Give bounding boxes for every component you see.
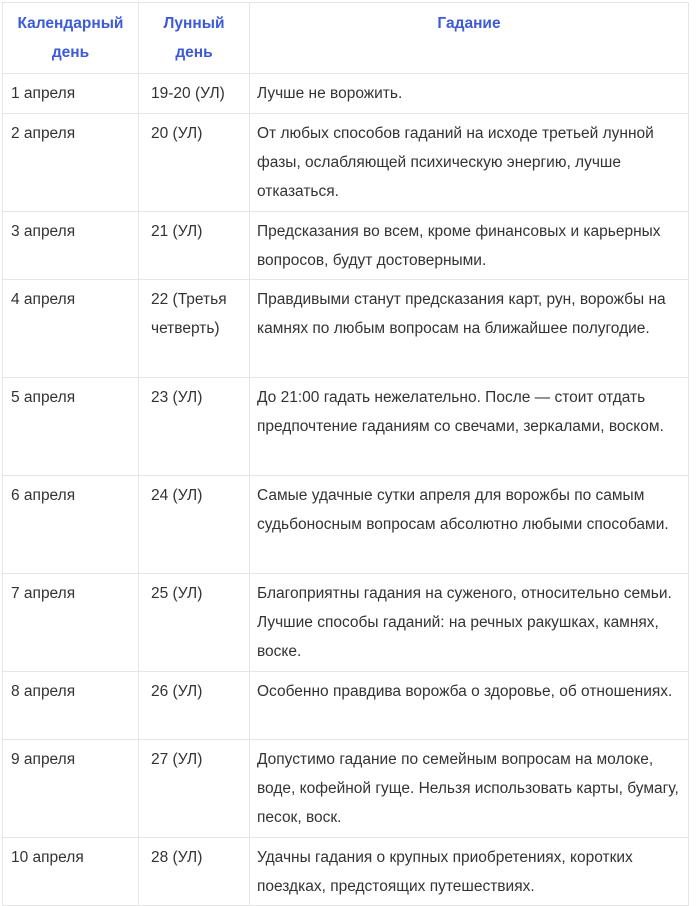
- cell-divination: До 21:00 гадать нежелательно. После — стоит отдать предпочтение гаданиям со свечами, зеркалами, воском.: [250, 378, 689, 476]
- header-lunar-day: Лунный день: [139, 3, 250, 74]
- cell-lunar-day: 22 (Третья четверть): [139, 280, 250, 378]
- table-row: [3, 574, 689, 672]
- table-row: [3, 212, 689, 280]
- cell-lunar-day: 28 (УЛ): [139, 838, 250, 906]
- cell-date: 10 апреля: [3, 838, 139, 906]
- cell-lunar-day: 24 (УЛ): [139, 476, 250, 574]
- header-divination: Гадание: [250, 3, 689, 74]
- cell-divination: От любых способов гаданий на исходе третьей лунной фазы, ослабляющей психическую энергию, лучше отказаться.: [250, 114, 689, 212]
- cell-lunar-day: 27 (УЛ): [139, 740, 250, 838]
- cell-date: 1 апреля: [3, 74, 139, 114]
- cell-date: 4 апреля: [3, 280, 139, 378]
- cell-divination: Самые удачные сутки апреля для ворожбы по самым судьбоносным вопросам абсолютно любыми способами.: [250, 476, 689, 574]
- table-row: [3, 74, 689, 114]
- cell-divination: Лучше не ворожить.: [250, 74, 689, 114]
- cell-divination: Благоприятны гадания на суженого, относительно семьи. Лучшие способы гаданий: на речных ракушках, камнях, воске.: [250, 574, 689, 672]
- cell-divination: Правдивыми станут предсказания карт, рун, ворожбы на камнях по любым вопросам на ближайшее полугодие.: [250, 280, 689, 378]
- cell-date: 6 апреля: [3, 476, 139, 574]
- cell-date: 8 апреля: [3, 672, 139, 740]
- cell-lunar-day: 19-20 (УЛ): [139, 74, 250, 114]
- table-row: [3, 838, 689, 906]
- header-calendar-day: Календарный день: [3, 3, 139, 74]
- cell-date: 7 апреля: [3, 574, 139, 672]
- cell-date: 5 апреля: [3, 378, 139, 476]
- cell-divination: Удачны гадания о крупных приобретениях, коротких поездках, предстоящих путешествиях.: [250, 838, 689, 906]
- table-row: [3, 476, 689, 574]
- table-row: [3, 114, 689, 212]
- cell-lunar-day: 21 (УЛ): [139, 212, 250, 280]
- table-header-row: [3, 3, 689, 74]
- cell-divination: Особенно правдива ворожба о здоровье, об отношениях.: [250, 672, 689, 740]
- cell-divination: Допустимо гадание по семейным вопросам на молоке, воде, кофейной гуще. Нельзя использовать карты, бумагу, песок, воск.: [250, 740, 689, 838]
- cell-date: 3 апреля: [3, 212, 139, 280]
- cell-lunar-day: 26 (УЛ): [139, 672, 250, 740]
- cell-lunar-day: 23 (УЛ): [139, 378, 250, 476]
- table-row: [3, 378, 689, 476]
- cell-date: 2 апреля: [3, 114, 139, 212]
- cell-lunar-day: 20 (УЛ): [139, 114, 250, 212]
- cell-date: 9 апреля: [3, 740, 139, 838]
- cell-divination: Предсказания во всем, кроме финансовых и карьерных вопросов, будут достоверными.: [250, 212, 689, 280]
- table-row: [3, 740, 689, 838]
- table-row: [3, 280, 689, 378]
- lunar-divination-table: [2, 2, 689, 906]
- cell-lunar-day: 25 (УЛ): [139, 574, 250, 672]
- table-row: [3, 672, 689, 740]
